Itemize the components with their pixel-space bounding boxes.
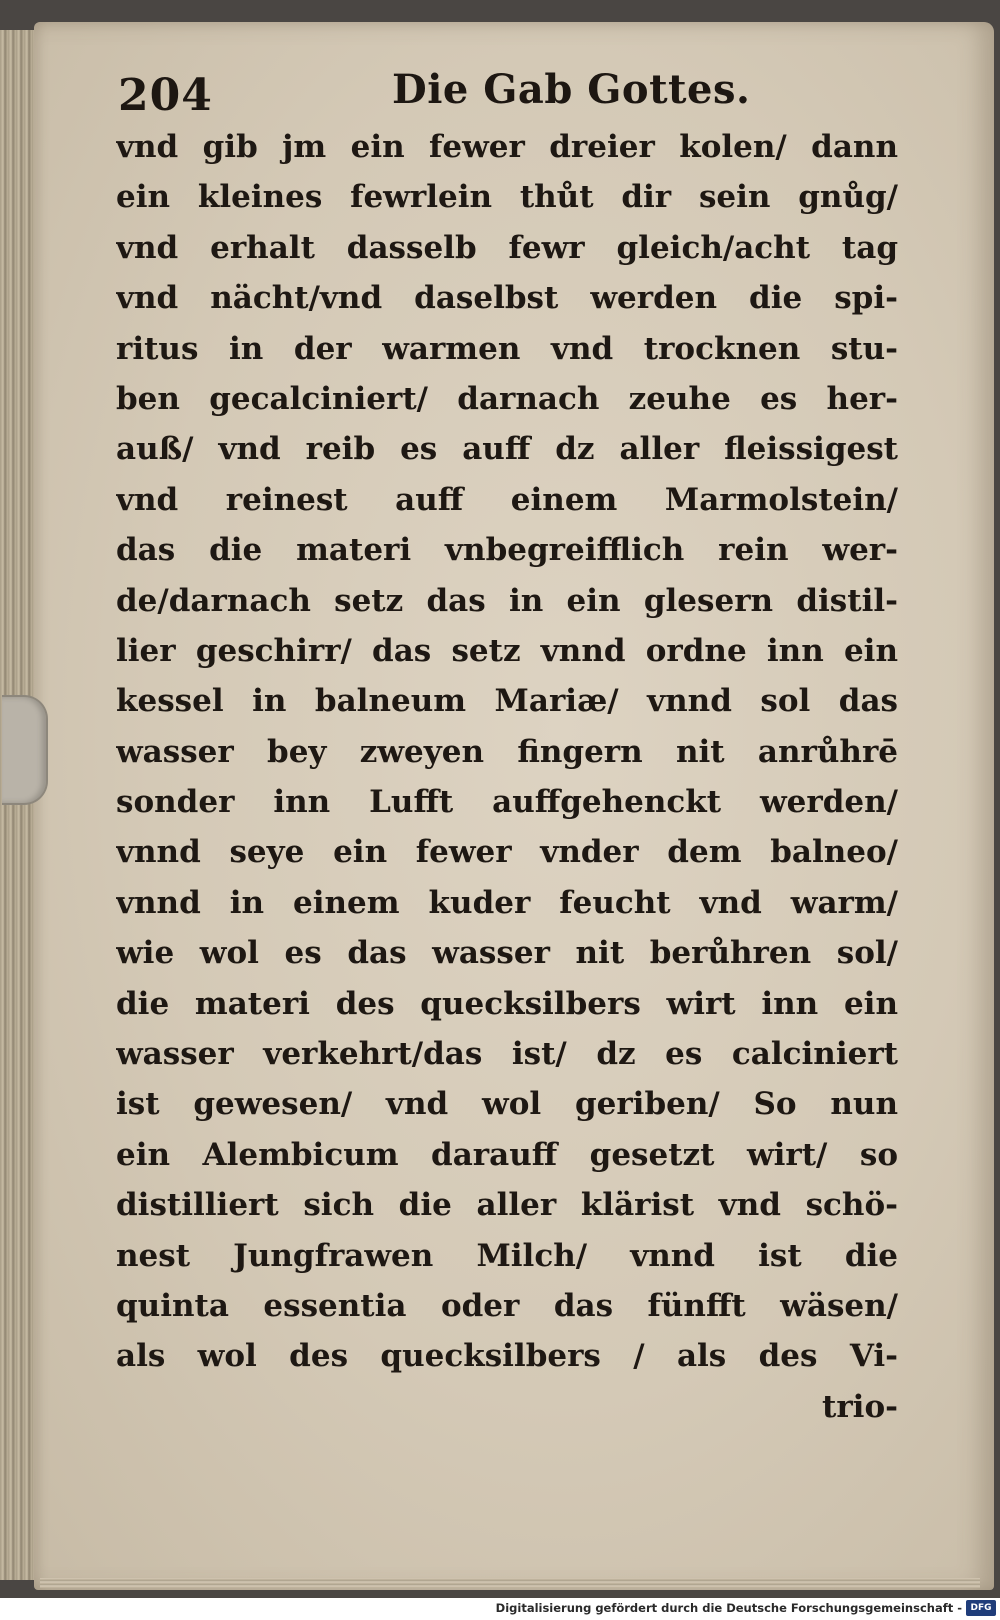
text-line: wasser bey zweyen fingern nit anrůhrē bbox=[116, 733, 898, 770]
text-line: ritus in der warmen vnd trocknen stu- bbox=[116, 330, 898, 367]
body-text bbox=[116, 122, 898, 1432]
text-line: de/darnach setz das in ein glesern distil- bbox=[116, 582, 898, 619]
text-line: ein Alembicum darauff gesetzt wirt/ so bbox=[116, 1136, 898, 1173]
running-head: Die Gab Gottes. bbox=[392, 66, 751, 113]
text-line: lier geschirr/ das setz vnnd ordne inn ein bbox=[116, 632, 898, 669]
text-line: vnd gib jm ein fewer dreier kolen/ dann bbox=[116, 129, 898, 165]
text-line: vnnd seye ein fewer vnder dem balneo/ bbox=[116, 834, 898, 871]
funding-credit: Digitalisierung gefördert durch die Deutsche Forschungsgemeinschaft - bbox=[495, 1601, 962, 1615]
catchword: trio- bbox=[822, 1388, 898, 1425]
text-line: die materi des quecksilbers wirt inn ein bbox=[116, 985, 898, 1022]
text-line: als wol des quecksilbers / als des Vi- bbox=[116, 1338, 898, 1375]
footer-bar bbox=[0, 1598, 1000, 1620]
text-line: vnd nächt/vnd daselbst werden die spi- bbox=[116, 280, 898, 317]
dfg-logo: DFG bbox=[966, 1600, 996, 1616]
text-line: vnd erhalt dasselb fewr gleich/acht tag bbox=[116, 229, 898, 266]
text-line: ein kleines fewrlein thůt dir sein gnůg/ bbox=[116, 179, 898, 216]
text-line: wasser verkehrt/das ist/ dz es calciniert bbox=[116, 1036, 898, 1073]
text-line: quinta essentia oder das fünfft wäsen/ bbox=[116, 1287, 898, 1324]
text-line: nest Jungfrawen Milch/ vnnd ist die bbox=[116, 1237, 898, 1274]
text-line: vnnd in einem kuder feucht vnd warm/ bbox=[116, 884, 898, 921]
text-line: distilliert sich die aller klärist vnd schö- bbox=[116, 1187, 898, 1224]
text-line: ist gewesen/ vnd wol geriben/ So nun bbox=[116, 1086, 898, 1123]
text-line: kessel in balneum Mariæ/ vnnd sol das bbox=[116, 683, 898, 720]
text-line: sonder inn Lufft auffgehenckt werden/ bbox=[116, 784, 898, 821]
text-line: das die materi vnbegreifflich rein wer- bbox=[116, 532, 898, 569]
text-line: vnd reinest auff einem Marmolstein/ bbox=[116, 481, 898, 518]
text-line: wie wol es das wasser nit berůhren sol/ bbox=[116, 935, 898, 972]
page-bottom-edge bbox=[40, 1578, 980, 1588]
page-number: 204 bbox=[118, 70, 213, 121]
page-tab-clip bbox=[2, 695, 48, 805]
text-line: ben gecalciniert/ darnach zeuhe es her- bbox=[116, 380, 898, 417]
text-line: auß/ vnd reib es auff dz aller fleissigest bbox=[116, 431, 898, 468]
